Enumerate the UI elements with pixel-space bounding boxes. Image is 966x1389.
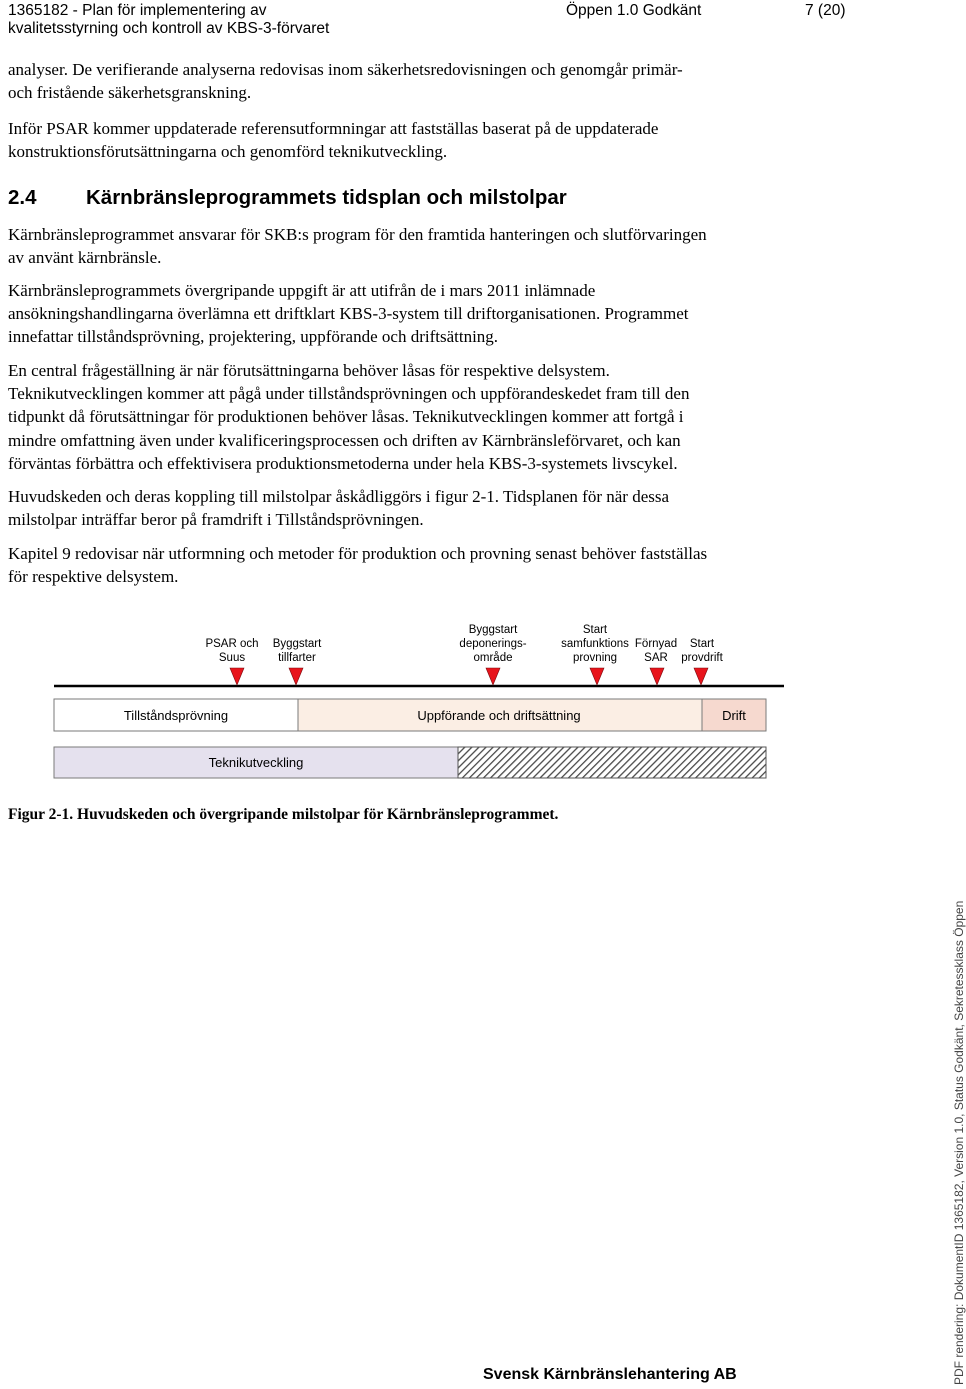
milestone-label-line: Byggstart [468,624,518,636]
footer-company: Svensk Kärnbränslehantering AB [483,1366,737,1383]
phase-label-drift: Drift [722,708,746,723]
paragraph-kapitel-9 [8,542,838,588]
timeline-diagram [0,610,960,790]
page-number: 7 (20) [805,2,846,19]
text-line: Kärnbränsleprogrammet ansvarar för SKB:s program för den framtida hanteringen och slutförvaringen [8,225,707,244]
text-line: Inför PSAR kommer uppdaterade referensutformningar att fastställas baserat på de uppdaterade [8,119,659,138]
document-title-line-1: 1365182 - Plan för implementering av [8,2,267,19]
document-title-line-2: kvalitetsstyrning och kontroll av KBS-3-förvaret [8,20,330,37]
milestone-label-line: samfunktions [561,638,629,650]
page-header [8,0,948,40]
milestone-marker [230,668,244,685]
paragraph-fragestallning [8,359,838,475]
paragraph-psar [8,117,838,163]
milestone-label-line: provdrift [681,652,723,664]
section-title: Kärnbränsleprogrammets tidsplan och milstolpar [86,186,567,209]
pdf-rendering-note: PDF rendering: DokumentID 1365182, Version 1.0, Status Godkänt, Sekretessklass Öppen [952,900,966,1385]
text-line: tidpunkt då förutsättningar för produktionen behöver låsas. Teknikutvecklingen kommer att fortgå i [8,407,684,427]
phase-label-teknikutveckling: Teknikutveckling [208,755,304,770]
paragraph-uppgift [8,279,838,349]
milestone-label-line: deponerings- [459,638,527,650]
text-line: för respektive delsystem. [8,567,179,587]
milestone-label-line: Förnyad [634,638,678,650]
text-line: En central frågeställning är när förutsättningarna behöver låsas för respektive delsystem. [8,361,610,380]
phase-label-uppforande: Uppförande och driftsättning [417,708,581,723]
milestone-label-line: Byggstart [272,638,322,650]
milestone-label-line: PSAR och [205,638,259,650]
phase-label-tillstandsprovning: Tillståndsprövning [123,708,229,723]
section-number: 2.4 [8,186,37,209]
paragraph-program [8,223,838,269]
milestone-label-line: område [473,652,513,664]
text-line: mindre omfattning även under kvalificeringsprocessen och driften av Kärnbränsleförvaret, och kan [8,430,681,450]
text-line: ansökningshandlingarna överlämna ett driftklart KBS-3-system till driftorganisationen. Programmet [8,304,689,324]
section-heading [8,186,567,210]
milestone-marker [590,668,604,685]
milestone-label-line: provning [572,652,618,664]
milestone-marker [486,668,500,685]
milestone-label-line: SAR [644,652,668,664]
text-line: milstolpar inträffar beror på framdrift i Tillståndsprövningen. [8,510,424,530]
milestone-label-line: Start [582,624,608,636]
phase-bar-teknikutveckling-hatched [458,747,766,778]
timeline-figure [0,610,960,790]
milestone-label-line: Start [689,638,715,650]
text-line: förväntas förbättra och effektivisera produktionsmetoderna under hela KBS-3-systemets livscykel. [8,453,678,473]
milestone-marker [289,668,303,685]
paragraph-huvudskeden [8,485,838,531]
milestone-marker [650,668,664,685]
text-line: och fristående säkerhetsgranskning. [8,83,252,103]
text-line: Kapitel 9 redovisar när utformning och metoder för produktion och provning senast behöver fastställas [8,544,708,563]
milestone-marker [694,668,708,685]
text-line: Kärnbränsleprogrammets övergripande uppgift är att utifrån de i mars 2011 inlämnade [8,281,596,300]
milestone-label-line: Suus [218,652,246,664]
text-line: innefattar tillståndsprövning, projektering, uppförande och driftsättning. [8,327,499,347]
text-line: konstruktionsförutsättningarna och genomförd teknikutveckling. [8,142,448,162]
paragraph-analyser [8,58,838,104]
document-status: Öppen 1.0 Godkänt [566,2,702,19]
text-line: Teknikutvecklingen kommer att pågå under tillståndsprövningen och uppförandeskedet fram till den [8,384,690,404]
milestone-label-line: tillfarter [278,652,316,664]
text-line: av använt kärnbränsle. [8,248,162,268]
text-line: analyser. De verifierande analyserna redovisas inom säkerhetsredovisningen och genomgår primär- [8,60,683,79]
figure-caption: Figur 2-1. Huvudskeden och övergripande milstolpar för Kärnbränsleprogrammet. [8,806,559,823]
text-line: Huvudskeden och deras koppling till milstolpar åskådliggörs i figur 2-1. Tidsplanen för när dessa [8,487,670,506]
